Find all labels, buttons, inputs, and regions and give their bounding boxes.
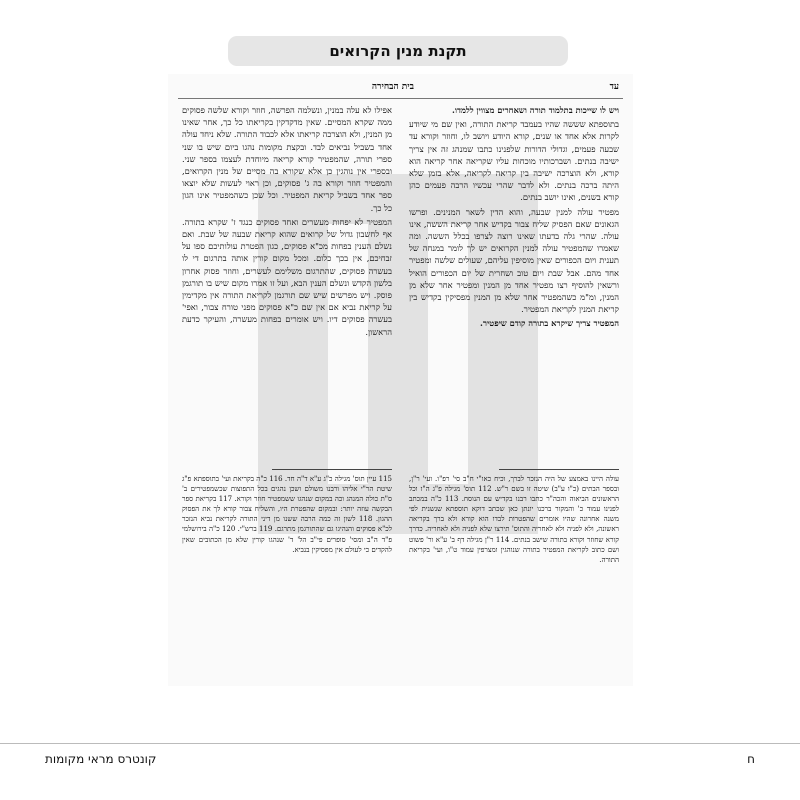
footnotes-left: 115 עיין תוס' מגילה כ"ג ע"א ד"ה חד. 116 כ"ה בקריאת ועי' בתוספתא פ"ג שיטת הר"י אליהו ורבנו משולם ושכן נהגים בכל התפוצות שכשמפטירים ב' ס"ת כולה המנהג וכה במקום שנהגו ששמפטיר חוזר וקורא. 117 בקריאת ספר הבקשה עוזה יותר: ובמקום שהפטרת היו, והשליח צבור קורא לך את הפסוק ההגון. 118 לשון זה כמה הרבה ששנו מן דיני התורה לקריאת נביא הנזכר לכ"א פסוקים והנהיגו גם שהתורגמן מתרגם. 119 ברש"י. 120 כ"ה בירושלמי פ"ד ה"ב ומסי' סופרים פי"ב הל' ד' שנהגו קורין שלא מן הכתובים שאין להקדים כי לעולם אין מפסיקין בנביא. <box>182 475 392 554</box>
scan-header <box>182 81 619 95</box>
footer-rule <box>0 743 800 744</box>
right-text-column <box>409 104 619 332</box>
header-rule <box>178 98 623 99</box>
left-text-column <box>182 104 392 340</box>
scan-page-number: עד <box>609 82 619 92</box>
footer-page-letter: ח <box>747 752 755 766</box>
paragraph: המפטיר לא יפחות מעשרים ואחד פסוקים כנגד ז' שקרא בתורה. אף לחשבון גדול של קרואים שהוא קריאת שבעה של שבת. ואם נשלם הענין בפחות מכ"א פסוקים, כגון הפטרת עולותיכם ספו על זבחיכם, אין בכך כלום. ומכל מקום קורין אותה בתרגום די לו בעשרה פסוקים, שהתרגום משלימם לעשרים, וחוזר פסוק אחרון בלשון הקדש ונשלם הענין הבא, ועל זו אמרו מקום שיש בו תורגמן פוסק. ויש מפרשים שיש שם תורגמן לקריאת התורה אין מקדימין על קריאת נביא אם אין שם כ"א פסוקים מפני טורח צבור, ואפי' בעשרה פסוקים דיו. ויש אומרים בפחות מעשרה, והעיקר כדעת הראשון. <box>182 216 392 337</box>
paragraph: ויש לו שייכות בתלמוד תורה ושאחרים מצווין ללמדו. <box>451 105 619 115</box>
footnote-divider <box>272 469 392 470</box>
paragraph: המפטיר צריך שיקרא בתורה קודם שיפטיר. <box>480 318 619 329</box>
paragraph: אפילו לא עלה במנין, ונשלמה הפרשה, חוזר וקורא שלשה פסוקים ממה שקרא המסיים. שאין מדקדקין בקריאתו כל כך, אחר שאינו מן המנין, ולא הוצרכה קריאתו אלא לכבוד התורה. שלא ניחד עולה אחד בשביל נביאים לבד. ובקצת מקומות נהגו ביום שיש בו שני ספרי תורה, שהמפטיר קורא קריאה מיוחדת לעצמו בספר שני. ובספרי אין נוהגין כן אלא שקורא בה מסיים של מנין הקרואים, והמפטיר חוזר וקורא בה ג' פסוקים, וכן ראוי לעשות שלא יוצאו ספר אחד בשביל קריאת המפטיר. וכל שכן כשהמפטיר אינו הגון כל כך. <box>181 105 392 213</box>
page-title: תקנת מנין הקרואים <box>228 36 568 66</box>
footer-book-title: קונטרס מראי מקומות <box>45 752 157 766</box>
footnote-divider <box>499 469 619 470</box>
footnotes-right: עולה היינו באמצע של היה הנזכר לברך, וכיח כאו"י ח"ב סי' רפ"ו. ועי' ר"ן, ובספר הבתים (כ"ו ע"ב) שיטה זו בשם ר"ש. 112 תוס' מגילה פ"ג ה"ז וכל הראשונים הביאוה והכה"ר כתבו רבנו בקדיש עם הנוסח. 113 כ"ה במכתב לפנינו עמוד כ' והמקור ברכנו יונתן כאן שכתב דוקא תוספתא שנשנית לפי משנה אחרונה שהיו אומרים שהפטרות לבדו הוא קורא ולא ברך בקריאה ראשונה, ולא לפניה ולא לאחריה והתוס' תירצו שלא לפניה ולא לאחריה. כדרך קורא שחוזר וקורא בתורה שישב בנתים. 114 ר"ן מגילה דף ב' ע"א ור' פשוט ושם כתוב לקריאת המפטיר בתורה שנוהגין ומצרפין עמוד ט"ו, ועי' בקריאת התורה. <box>409 475 619 564</box>
paragraph: בתוספתא שששה שהיו בעמבד קריאת התורה, ואין שם מי שיודע לקרות אלא אחד או שנים, קורא היודע ויושב לו, וחוזר וקורא עד שבעה פעמים, וגדולי הדורות שלפנינו כתבו שמנהג זה אין צריך ישיבה בנתים. ושברכותיו מוכחות עליו שקריאה אחר קריאה הוא קורא, ולא הוצרכה ישיבה בין קריאה לקריאה, אלא בזמן שלא היתה ברכה בנתים. ולא לדבר שהרי עכשיו הרבה פעמים כהן קורא בשנים, ואינו יושב בנתים. <box>409 119 619 203</box>
paragraph: מפטיר עולה למנין שבעה, והוא הדין לשאר המנינים. ופרשו הגאונים שאם הפסיק שליח צבור בקדיש אחר קריאת הששה, אינו עולה. שהרי גלה בדעתו שאינו רוצה לצרפו בכלל הששה. ומה שאמרו שהמפטיר עולה למנין הקרואים יש לך לומר במנחה של תענית ויום הכפורים שאין מוסיפין עליהם, שעולים שלשה ומפטיר אחד מהם. אבל שבת ויום טוב ושחרית של יום הכפורים הואיל ורשאין להוסיף רצו מפטיר אחד מן המנין ומפטיר אחר שלא מן המנין, ומ"מ כשהמפטיר אחר שלא מן המנין מפסיקין בקדיש בין קריאת המנין לקריאת המפטיר. <box>409 206 619 315</box>
scan-running-head: בית הבחירה <box>371 82 414 92</box>
scanned-page <box>168 74 633 686</box>
